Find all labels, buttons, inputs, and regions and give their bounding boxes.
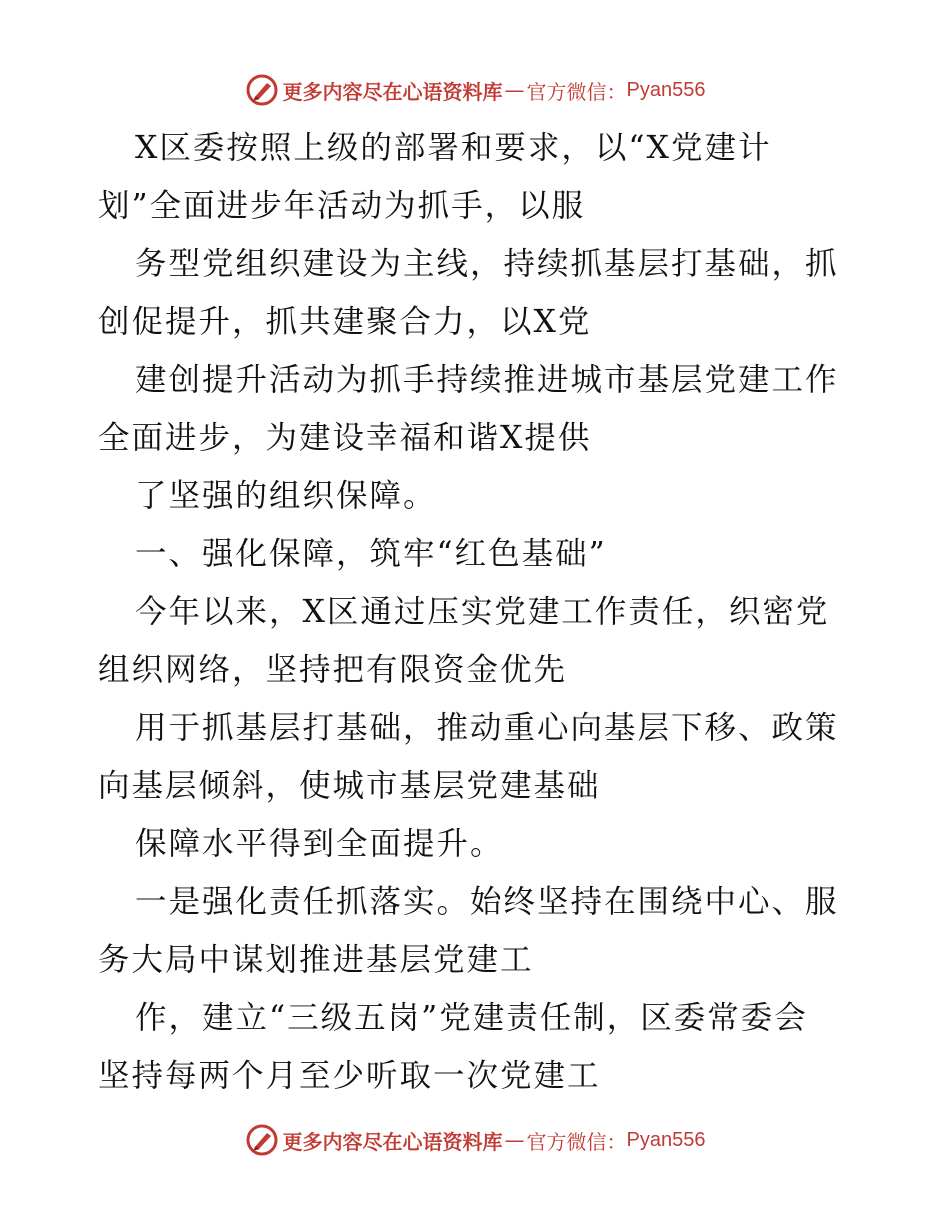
banner-wechat-id: Pyan556 <box>626 1128 706 1151</box>
body-line: 一是强化责任抓落实。始终坚持在围绕中心、服 <box>135 884 839 920</box>
banner-text: 更多内容尽在心语资料库 <box>282 79 503 104</box>
body-line: 了坚强的组织保障。 <box>135 478 437 514</box>
document-body <box>0 119 950 1105</box>
body-line: 务大局中谋划推进基层党建工 <box>98 942 534 978</box>
body-line: 作，建立“三级五岗”党建责任制，区委常委会 <box>135 1000 808 1036</box>
section-heading: 一、强化保障，筑牢“红色基础” <box>135 536 607 572</box>
banner-wechat-label: 官方微信： <box>526 79 627 104</box>
body-line: X区委按照上级的部署和要求，以“X党建计 <box>135 130 772 166</box>
banner-separator: — <box>504 78 525 102</box>
banner-separator: — <box>504 1128 525 1152</box>
body-line: 坚持每两个月至少听取一次党建工 <box>98 1058 601 1094</box>
body-line: 向基层倾斜，使城市基层党建基础 <box>98 768 601 804</box>
body-line: 组织网络，坚持把有限资金优先 <box>98 652 568 688</box>
quill-logo-icon <box>245 1123 279 1157</box>
body-line: 建创提升活动为抓手持续推进城市基层党建工作 <box>135 362 839 398</box>
body-line: 划”全面进步年活动为抓手，以服 <box>98 188 586 224</box>
body-line: 今年以来，X区通过压实党建工作责任，织密党 <box>135 594 830 630</box>
body-line: 务型党组织建设为主线，持续抓基层打基础，抓 <box>135 246 839 282</box>
body-line: 全面进步，为建设幸福和谐X提供 <box>98 420 592 456</box>
banner-wechat-id: Pyan556 <box>626 78 706 101</box>
header-banner <box>0 70 950 110</box>
body-line: 创促提升，抓共建聚合力，以X党 <box>98 304 592 340</box>
banner-text: 更多内容尽在心语资料库 <box>282 1129 503 1154</box>
body-line: 用于抓基层打基础，推动重心向基层下移、政策 <box>135 710 839 746</box>
banner-wechat-label: 官方微信： <box>526 1129 627 1154</box>
quill-logo-icon <box>245 73 279 107</box>
body-line: 保障水平得到全面提升。 <box>135 826 504 862</box>
footer-banner <box>0 1120 950 1160</box>
